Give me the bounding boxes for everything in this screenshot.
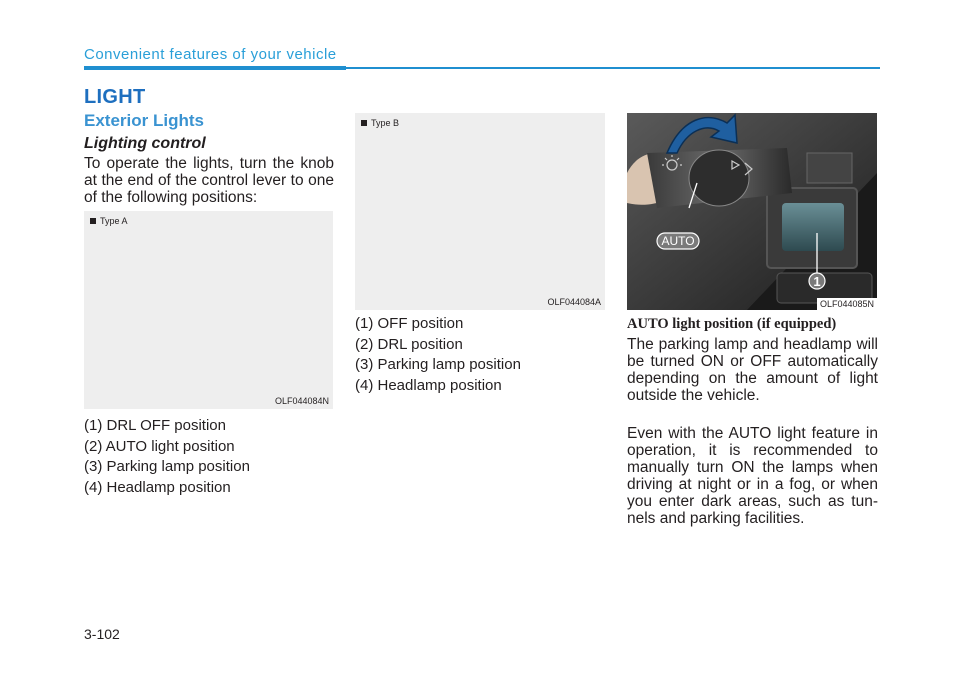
auto-paragraph-2: Even with the AUTO light feature in operation, it is recommended to manually turn ON the lamps when driving at night or in a fog, or when you enter dark areas, such as tun-nels and parking facilities. (627, 425, 878, 527)
section-title: Exterior Lights (84, 111, 204, 130)
intro-paragraph: To operate the lights, turn the knob at the end of the control lever to one of the following positions: (84, 155, 334, 206)
type-a-position-list (84, 416, 334, 498)
figure-type-a-label-text: Type A (100, 216, 128, 226)
page-title: LIGHT (84, 86, 146, 108)
auto-light-photo (627, 113, 877, 310)
list-item: (1) DRL OFF position (84, 417, 226, 434)
figure-type-b-code: OLF044084A (547, 297, 601, 307)
callout-number: 1 (813, 274, 821, 289)
list-item: (4) Headlamp position (84, 478, 231, 496)
list-item: (2) DRL position (355, 335, 463, 353)
figure-type-b-label-text: Type B (371, 118, 400, 128)
square-bullet-icon (361, 120, 367, 126)
auto-tag: AUTO (661, 234, 695, 248)
list-item: (1) OFF position (355, 315, 464, 332)
list-item: (2) AUTO light position (84, 437, 235, 455)
page-number: 3-102 (84, 626, 120, 642)
header-rule (346, 67, 880, 69)
auto-light-photo-illustration (627, 113, 877, 310)
figure-type-b (355, 113, 605, 310)
auto-light-heading: AUTO light position (if equipped) (627, 316, 837, 332)
square-bullet-icon (90, 218, 96, 224)
photo-code: OLF044085N (817, 298, 877, 310)
figure-type-b-label (361, 118, 399, 128)
type-b-position-list (355, 314, 605, 396)
list-item: (3) Parking lamp position (84, 458, 250, 475)
figure-type-a-code: OLF044084N (274, 396, 329, 406)
header-bar (84, 66, 346, 70)
list-item: (3) Parking lamp position (355, 356, 521, 373)
auto-paragraph-1: The parking lamp and headlamp will be turned ON or OFF automatically depending on the amount of light outside the vehicle. (627, 336, 878, 404)
figure-type-a (84, 211, 333, 409)
list-item: (4) Headlamp position (355, 376, 502, 394)
figure-type-a-label (90, 216, 128, 226)
subsection-title: Lighting control (84, 135, 206, 152)
section-header: Convenient features of your vehicle (84, 46, 337, 63)
